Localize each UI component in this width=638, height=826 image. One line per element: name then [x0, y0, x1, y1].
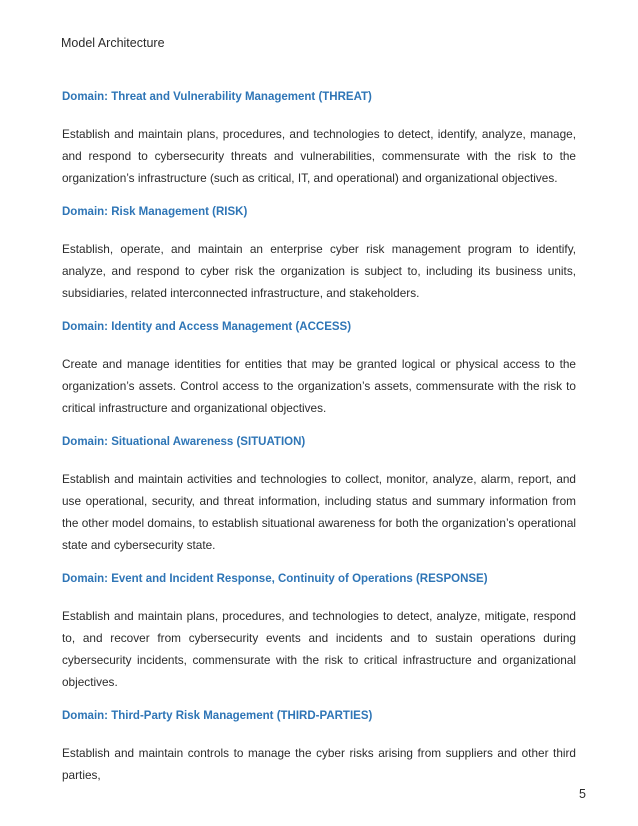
domain-description: Establish, operate, and maintain an enterprise cyber risk management program to identify, analyze, and respond to cyber risk the organization is subject to, including its business units, subsidiaries, related interconnected infrastructure, and stakeholders.	[62, 242, 576, 300]
domain-section-risk	[62, 205, 576, 304]
domain-description: Establish and maintain plans, procedures, and technologies to detect, identify, analyze, manage, and respond to cybersecurity threats and vulnerabilities, commensurate with the risk to the organization’s infrastructure (such as critical, IT, and operational) and organizational objectives.	[62, 127, 576, 185]
domain-heading: Domain: Event and Incident Response, Continuity of Operations (RESPONSE)	[62, 573, 488, 585]
domain-section-threat	[62, 90, 576, 189]
domain-heading: Domain: Threat and Vulnerability Management (THREAT)	[62, 91, 372, 103]
domain-list	[62, 90, 576, 802]
domain-section-response	[62, 572, 576, 693]
domain-description: Establish and maintain plans, procedures, and technologies to detect, analyze, mitigate, respond to, and recover from cybersecurity events and incidents and to sustain operations during cybersecurity incidents, commensurate with the risk to critical infrastructure and organizational objectives.	[62, 609, 576, 689]
domain-heading: Domain: Third-Party Risk Management (THIRD-PARTIES)	[62, 710, 373, 722]
domain-section-access	[62, 320, 576, 419]
running-header: Model Architecture	[61, 36, 165, 50]
domain-description: Establish and maintain activities and technologies to collect, monitor, analyze, alarm, report, and use operational, security, and threat information, including status and summary information from the other model domains, to establish situational awareness for both the organization’s operational state and cybersecurity state.	[62, 472, 576, 552]
domain-section-third-parties	[62, 709, 576, 786]
domain-heading: Domain: Situational Awareness (SITUATION)	[62, 436, 306, 448]
domain-description: Establish and maintain controls to manage the cyber risks arising from suppliers and other third parties,	[62, 746, 576, 782]
domain-section-situation	[62, 435, 576, 556]
page-number: 5	[579, 787, 586, 801]
domain-description: Create and manage identities for entities that may be granted logical or physical access to the organization’s assets. Control access to the organization’s assets, commensurate with the risk to critical infrastructure and organizational objectives.	[62, 357, 576, 415]
domain-heading: Domain: Risk Management (RISK)	[62, 206, 248, 218]
domain-heading: Domain: Identity and Access Management (ACCESS)	[62, 321, 352, 333]
